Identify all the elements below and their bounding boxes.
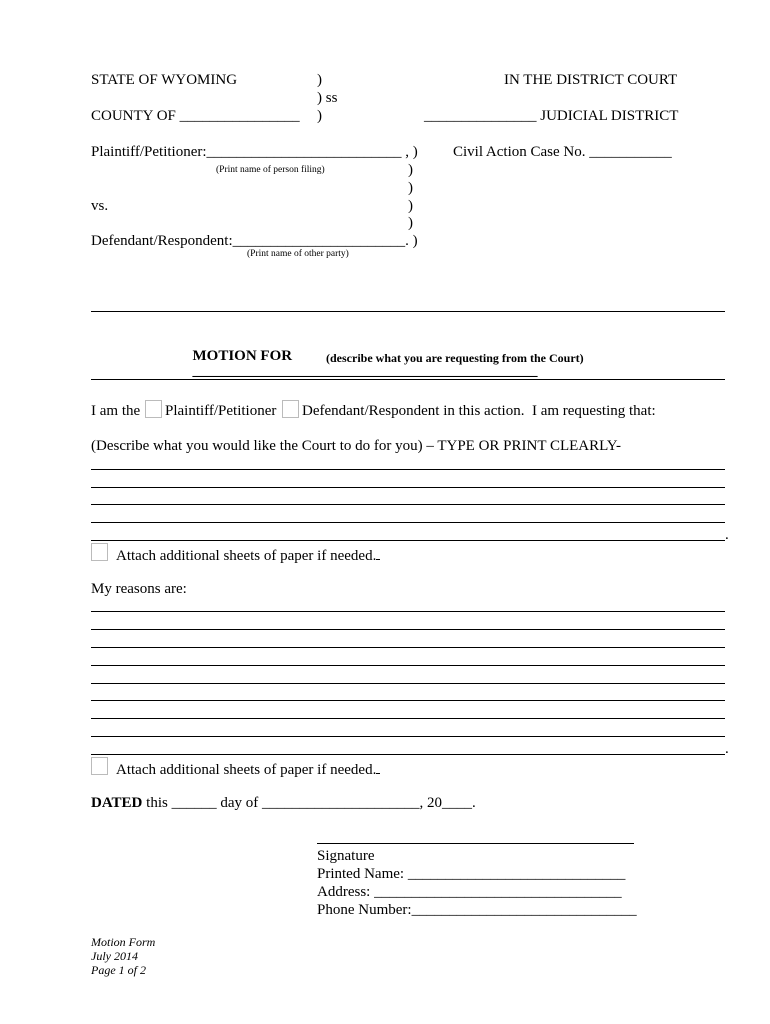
ss-mark: ) ss [317,90,338,106]
attach-checkbox-2[interactable] [91,757,108,775]
plaintiff-option-label: Plaintiff/Petitioner [165,403,277,419]
footer-page: Page 1 of 2 [91,963,146,977]
request-line[interactable] [91,504,725,505]
plaintiff-note: (Print name of person filing) [216,165,325,175]
reasons-line[interactable] [91,629,725,630]
line-end-mark: . [725,527,729,543]
signature-line[interactable] [317,843,634,844]
phone-number-field[interactable]: Phone Number:______________________________ [317,902,637,918]
divider [91,311,725,312]
plaintiff-field[interactable]: Plaintiff/Petitioner:__________________________ , ) [91,144,418,160]
footer-date: July 2014 [91,949,138,963]
address-field[interactable]: Address: _________________________________ [317,884,622,900]
caption-paren: ) [408,198,413,214]
line-end-mark: . [725,741,729,757]
defendant-option-label: Defendant/Respondent in this action. I am requesting that: [302,403,656,419]
describe-instruction: (Describe what you would like the Court to do for you) – TYPE OR PRINT CLEARLY- [91,438,621,454]
caption-paren: ) [317,72,322,88]
printed-name-field[interactable]: Printed Name: _____________________________ [317,866,626,882]
request-line[interactable] [91,522,725,523]
defendant-checkbox[interactable] [282,400,299,418]
defendant-note: (Print name of other party) [247,249,349,259]
footer-form: Motion Form [91,935,156,949]
caption-paren: ) [408,180,413,196]
caption-paren: ) [408,162,413,178]
request-line[interactable] [91,540,725,541]
attach-label-2: Attach additional sheets of paper if needed. [116,760,380,778]
vs-label: vs. [91,198,109,214]
attach-label-1: Attach additional sheets of paper if needed. [116,546,380,564]
county-field[interactable]: COUNTY OF ________________ [91,108,300,124]
reasons-line[interactable] [91,754,725,755]
reasons-line[interactable] [91,611,725,612]
reasons-line[interactable] [91,700,725,701]
request-line[interactable] [91,487,725,488]
reasons-line[interactable] [91,665,725,666]
plaintiff-checkbox[interactable] [145,400,162,418]
reasons-label: My reasons are: [91,581,187,597]
request-line[interactable] [91,469,725,470]
reasons-line[interactable] [91,683,725,684]
judicial-district-field[interactable]: _______________ JUDICIAL DISTRICT [424,108,679,124]
court-label: IN THE DISTRICT COURT [504,72,678,88]
reasons-line[interactable] [91,718,725,719]
defendant-field[interactable]: Defendant/Respondent:_______________________. ) [91,233,418,249]
attach-checkbox-1[interactable] [91,543,108,561]
reasons-line[interactable] [91,736,725,737]
dated-line[interactable]: DATED this ______ day of _____________________, 20____. [91,795,476,811]
caption-paren: ) [408,215,413,231]
motion-title-field[interactable]: ______________________________________________ [192,363,538,379]
motion-title: MOTION FOR ______________________________________________ [192,348,538,379]
case-number-field[interactable]: Civil Action Case No. ___________ [453,144,672,160]
caption-paren: ) [317,108,322,124]
i-am-the-label: I am the [91,403,141,419]
signature-label: Signature [317,848,375,864]
state-label: STATE OF WYOMING [91,72,238,88]
reasons-line[interactable] [91,647,725,648]
divider [91,379,725,380]
motion-subtitle: (describe what you are requesting from the Court) [326,351,584,365]
